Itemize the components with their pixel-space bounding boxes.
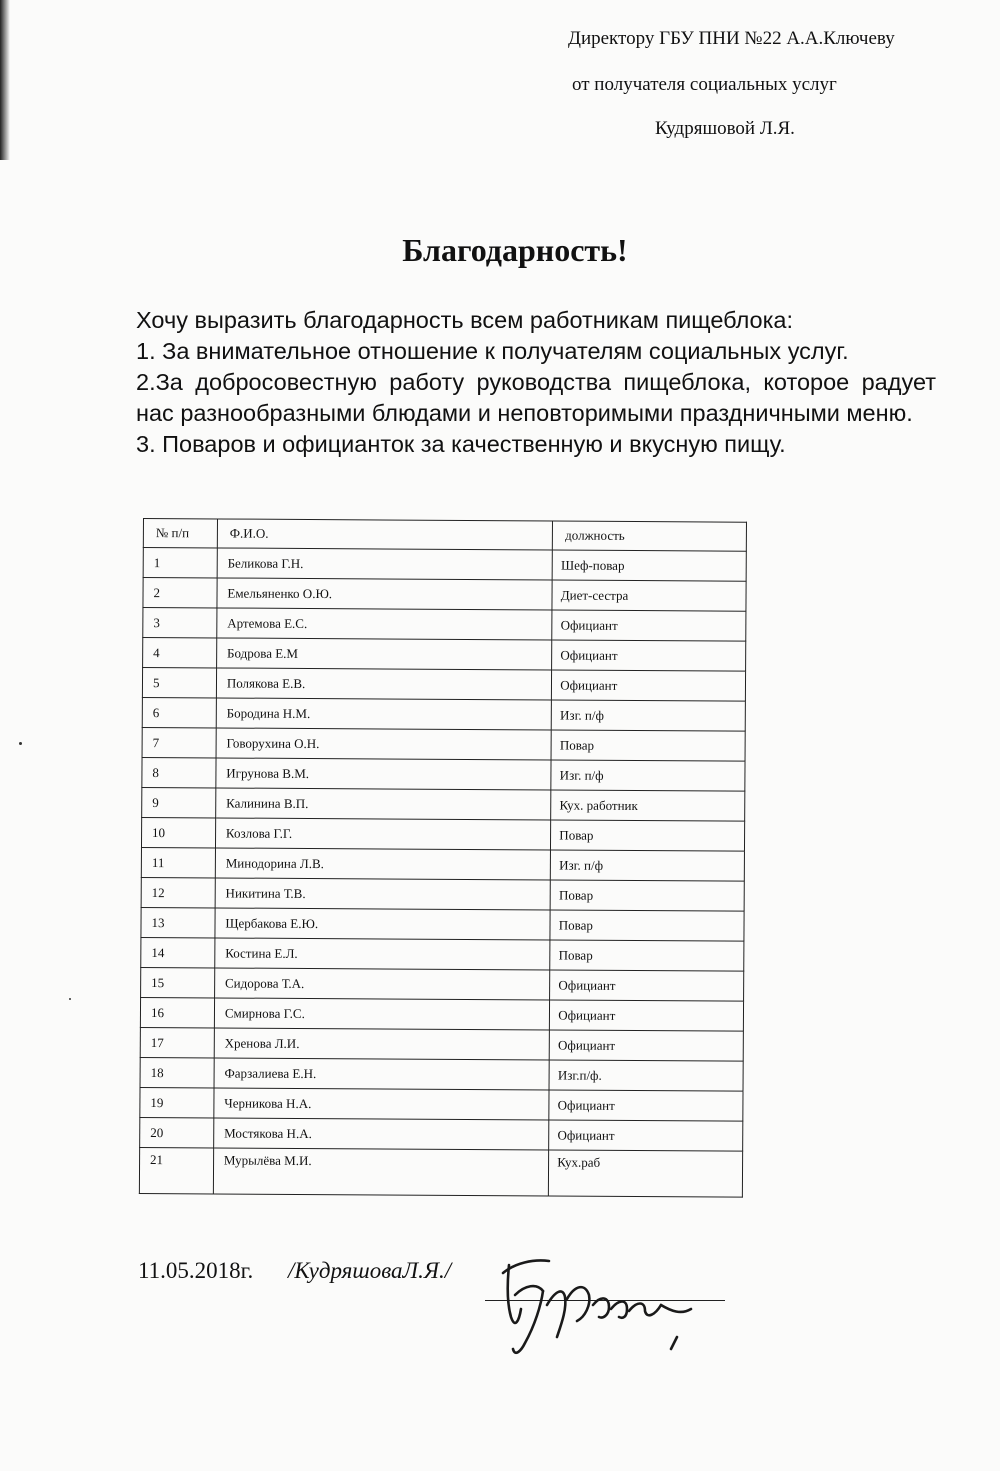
employee-name: Мурылёва М.И.: [213, 1148, 549, 1196]
table-row: [140, 1087, 743, 1121]
employee-position: Официант: [549, 1030, 743, 1061]
employee-position: Кух. работник: [551, 790, 745, 821]
employee-position: Повар: [550, 910, 744, 941]
table-row: [141, 967, 744, 1001]
employee-name: Говорухина О.Н.: [216, 728, 552, 760]
row-number: 16: [140, 997, 214, 1027]
employee-position: Изг.п/ф.: [549, 1060, 743, 1091]
employee-position: Изг. п/ф: [551, 850, 745, 881]
table-row: [142, 787, 745, 821]
row-number: 21: [139, 1147, 213, 1193]
table-row: [140, 1057, 743, 1091]
header-position: должность: [553, 521, 747, 551]
employee-name: Игрунова В.М.: [216, 758, 552, 790]
employee-position: Кух.раб: [549, 1150, 743, 1197]
row-number: 9: [142, 787, 216, 817]
employee-name: Полякова Е.В.: [216, 668, 552, 700]
table-row: [140, 997, 743, 1031]
table-header-row: [143, 519, 746, 552]
scan-edge-shadow: [0, 0, 10, 160]
row-number: 1: [143, 548, 217, 578]
scan-speck: [19, 742, 22, 745]
employee-name: Бодрова Е.М: [216, 638, 552, 670]
table-row: [141, 847, 744, 881]
employee-name: Сидорова Т.А.: [214, 968, 550, 1000]
intro-paragraph: Хочу выразить благодарность всем работникам пищеблока:: [136, 307, 794, 333]
employee-name: Щербакова Е.Ю.: [215, 908, 551, 940]
employee-position: Повар: [551, 820, 745, 851]
employee-name: Черникова Н.А.: [214, 1088, 550, 1120]
staff-table-wrapper: [139, 518, 747, 1198]
handwritten-signature: [485, 1225, 715, 1370]
header-fullname: Ф.И.О.: [217, 519, 553, 550]
employee-name: Емельяненко О.Ю.: [217, 578, 553, 610]
table-row: [141, 817, 744, 851]
employee-name: Артемова Е.С.: [217, 608, 553, 640]
employee-name: Беликова Г.Н.: [217, 548, 553, 580]
row-number: 3: [143, 608, 217, 638]
gratitude-item-3: 3. Поваров и официанток за качественную и вкусную пищу.: [136, 431, 786, 457]
row-number: 4: [143, 638, 217, 668]
employee-position: Официант: [550, 970, 744, 1001]
row-number: 15: [141, 967, 215, 997]
table-row: [142, 727, 745, 761]
row-number: 2: [143, 578, 217, 608]
employee-name: Минодорина Л.В.: [215, 848, 551, 880]
footer-signer-name: /КудряшоваЛ.Я./: [288, 1258, 452, 1283]
employee-position: Официант: [549, 1120, 743, 1151]
letter-body: [136, 305, 936, 460]
row-number: 17: [140, 1027, 214, 1057]
sender-line: от получателя социальных услуг: [572, 74, 837, 95]
row-number: 18: [140, 1057, 214, 1087]
employee-name: Бородина Н.М.: [216, 698, 552, 730]
table-row: [143, 638, 746, 672]
table-row: [139, 1147, 742, 1197]
employee-position: Повар: [550, 940, 744, 971]
row-number: 8: [142, 757, 216, 787]
row-number: 6: [142, 697, 216, 727]
employee-name: Козлова Г.Г.: [215, 818, 551, 850]
employee-position: Повар: [551, 730, 745, 761]
table-row: [141, 907, 744, 941]
employee-position: Официант: [550, 1000, 744, 1031]
table-row: [141, 877, 744, 911]
employee-position: Диет-сестра: [552, 580, 746, 611]
staff-table: [139, 518, 747, 1198]
row-number: 20: [140, 1117, 214, 1147]
employee-name: Мостякова Н.А.: [214, 1118, 550, 1150]
employee-name: Костина Е.Л.: [215, 938, 551, 970]
employee-position: Изг. п/ф: [551, 760, 745, 791]
document-title: Благодарность!: [402, 232, 628, 268]
sender-name: Кудряшовой Л.Я.: [655, 118, 795, 139]
employee-name: Смирнова Г.С.: [214, 998, 550, 1030]
employee-position: Официант: [549, 1090, 743, 1121]
employee-position: Официант: [552, 610, 746, 641]
employee-position: Шеф-повар: [552, 550, 746, 581]
row-number: 5: [142, 668, 216, 698]
row-number: 10: [141, 817, 215, 847]
row-number: 14: [141, 937, 215, 967]
table-row: [140, 1027, 743, 1061]
employee-name: Калинина В.П.: [216, 788, 552, 820]
header-number: № п/п: [143, 519, 217, 548]
row-number: 7: [142, 727, 216, 757]
employee-position: Повар: [550, 880, 744, 911]
employee-name: Фарзалиева Е.Н.: [214, 1058, 550, 1090]
table-row: [142, 757, 745, 791]
gratitude-item-2: 2.За добросовестную работу руководства пищеблока, которое радует нас разнообразными блюдами и неповторимыми праздничными меню.: [136, 369, 936, 426]
employee-position: Изг. п/ф: [551, 700, 745, 731]
table-row: [143, 578, 746, 612]
table-row: [142, 697, 745, 731]
table-row: [143, 548, 746, 582]
addressee-line: Директору ГБУ ПНИ №22 А.А.Ключеву: [568, 28, 895, 49]
employee-name: Хренова Л.И.: [214, 1028, 550, 1060]
footer-date: 11.05.2018г.: [138, 1258, 254, 1283]
table-row: [142, 668, 745, 702]
scan-speck: [69, 998, 71, 1000]
gratitude-item-1: 1. За внимательное отношение к получателям социальных услуг.: [136, 338, 849, 364]
table-row: [141, 937, 744, 971]
row-number: 13: [141, 907, 215, 937]
row-number: 12: [141, 877, 215, 907]
table-row: [140, 1117, 743, 1151]
table-row: [143, 608, 746, 642]
employee-position: Официант: [552, 670, 746, 701]
row-number: 11: [141, 847, 215, 877]
employee-name: Никитина Т.В.: [215, 878, 551, 910]
employee-position: Официант: [552, 640, 746, 671]
row-number: 19: [140, 1087, 214, 1117]
